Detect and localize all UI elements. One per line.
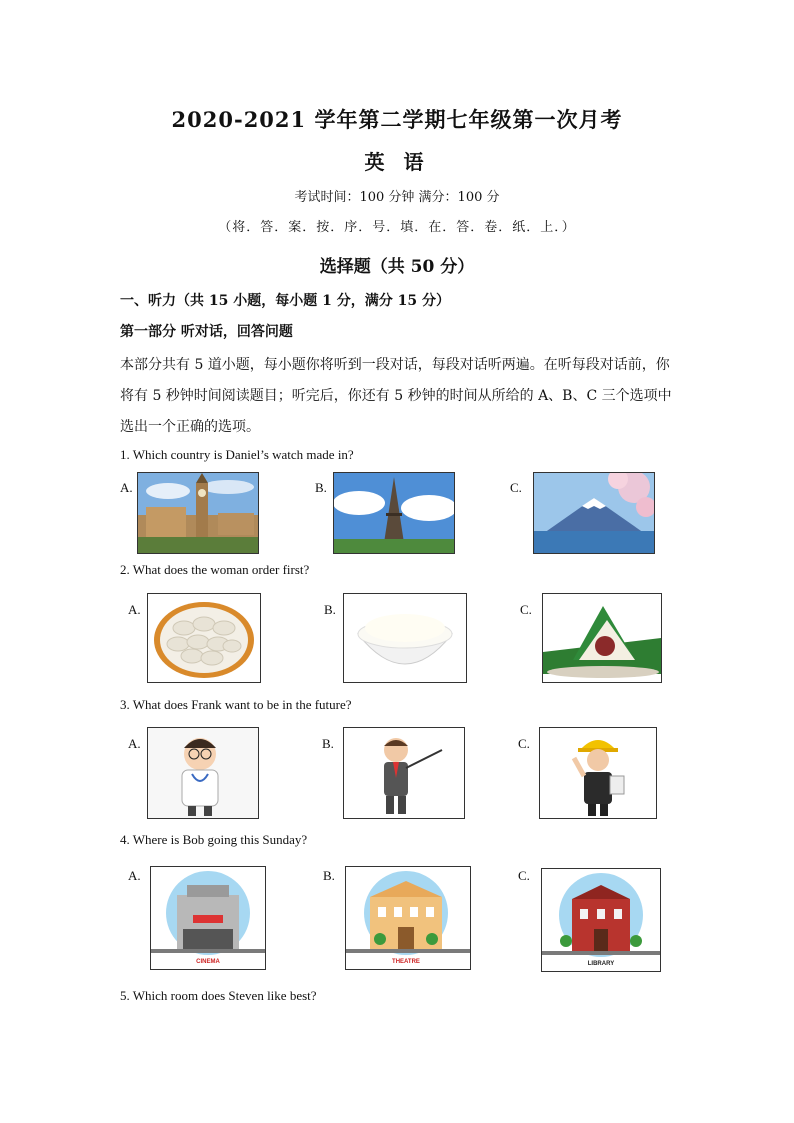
q2-option-a-label: A. (128, 602, 141, 617)
q1-option-a-label: A. (120, 480, 133, 495)
q1-option-b-label: B. (315, 480, 327, 495)
question-4: 4. Where is Bob going this Sunday? (120, 832, 308, 847)
engineer-image[interactable] (539, 727, 657, 819)
q4-option-b-label: B. (323, 868, 335, 883)
cinema-caption: CINEMA (196, 959, 220, 965)
part-heading: 第一部分 听对话，回答问题 (120, 324, 293, 340)
rice-bowl-image[interactable] (343, 593, 467, 683)
mount-fuji-image[interactable] (533, 472, 655, 554)
q1-option-c-label: C. (510, 480, 522, 495)
theatre-image[interactable] (345, 866, 471, 970)
q4-option-c-label: C. (518, 868, 530, 883)
question-5: 5. Which room does Steven like best? (120, 988, 317, 1003)
listening-heading: 一、听力（共 15 小题，每小题 1 分，满分 15 分） (120, 293, 450, 309)
section-title: 选择题（共 50 分） (319, 257, 475, 277)
library-image[interactable] (541, 868, 661, 972)
eiffel-tower-image[interactable] (333, 472, 455, 554)
q3-option-b-label: B. (322, 736, 334, 751)
answer-note: （将．答．案．按．序．号．填．在．答．卷．纸．上．） (218, 220, 576, 235)
instructions: 本部分共有 5 道小题，每小题你将听到一段对话，每段对话听两遍。在听每段对话前，你将有 5 秒钟时间阅读题目；听完后，你还有 5 秒钟的时间从所给的 A、B、C 三个选项中选出一个正确的选项。 (120, 357, 672, 435)
page-title: 2020-2021 学年第二学期七年级第一次月考 (171, 107, 623, 132)
theatre-caption: THEATRE (392, 959, 420, 965)
question-3: 3. What does Frank want to be in the future? (120, 697, 352, 712)
q3-option-c-label: C. (518, 736, 530, 751)
exam-info: 考试时间：100 分钟 满分：100 分 (294, 190, 500, 205)
dumplings-image[interactable] (147, 593, 261, 683)
doctor-image[interactable] (147, 727, 259, 819)
zongzi-image[interactable] (542, 593, 662, 683)
teacher-image[interactable] (343, 727, 465, 819)
big-ben-image[interactable] (137, 472, 259, 554)
q2-option-c-label: C. (520, 602, 532, 617)
q3-option-a-label: A. (128, 736, 141, 751)
subject-title: 英 语 (364, 150, 430, 174)
question-1: 1. Which country is Daniel’s watch made in? (120, 447, 354, 462)
library-caption: LIBRARY (587, 961, 615, 967)
question-2: 2. What does the woman order first? (120, 562, 310, 577)
q2-option-b-label: B. (324, 602, 336, 617)
cinema-image[interactable] (150, 866, 266, 970)
q4-option-a-label: A. (128, 868, 141, 883)
